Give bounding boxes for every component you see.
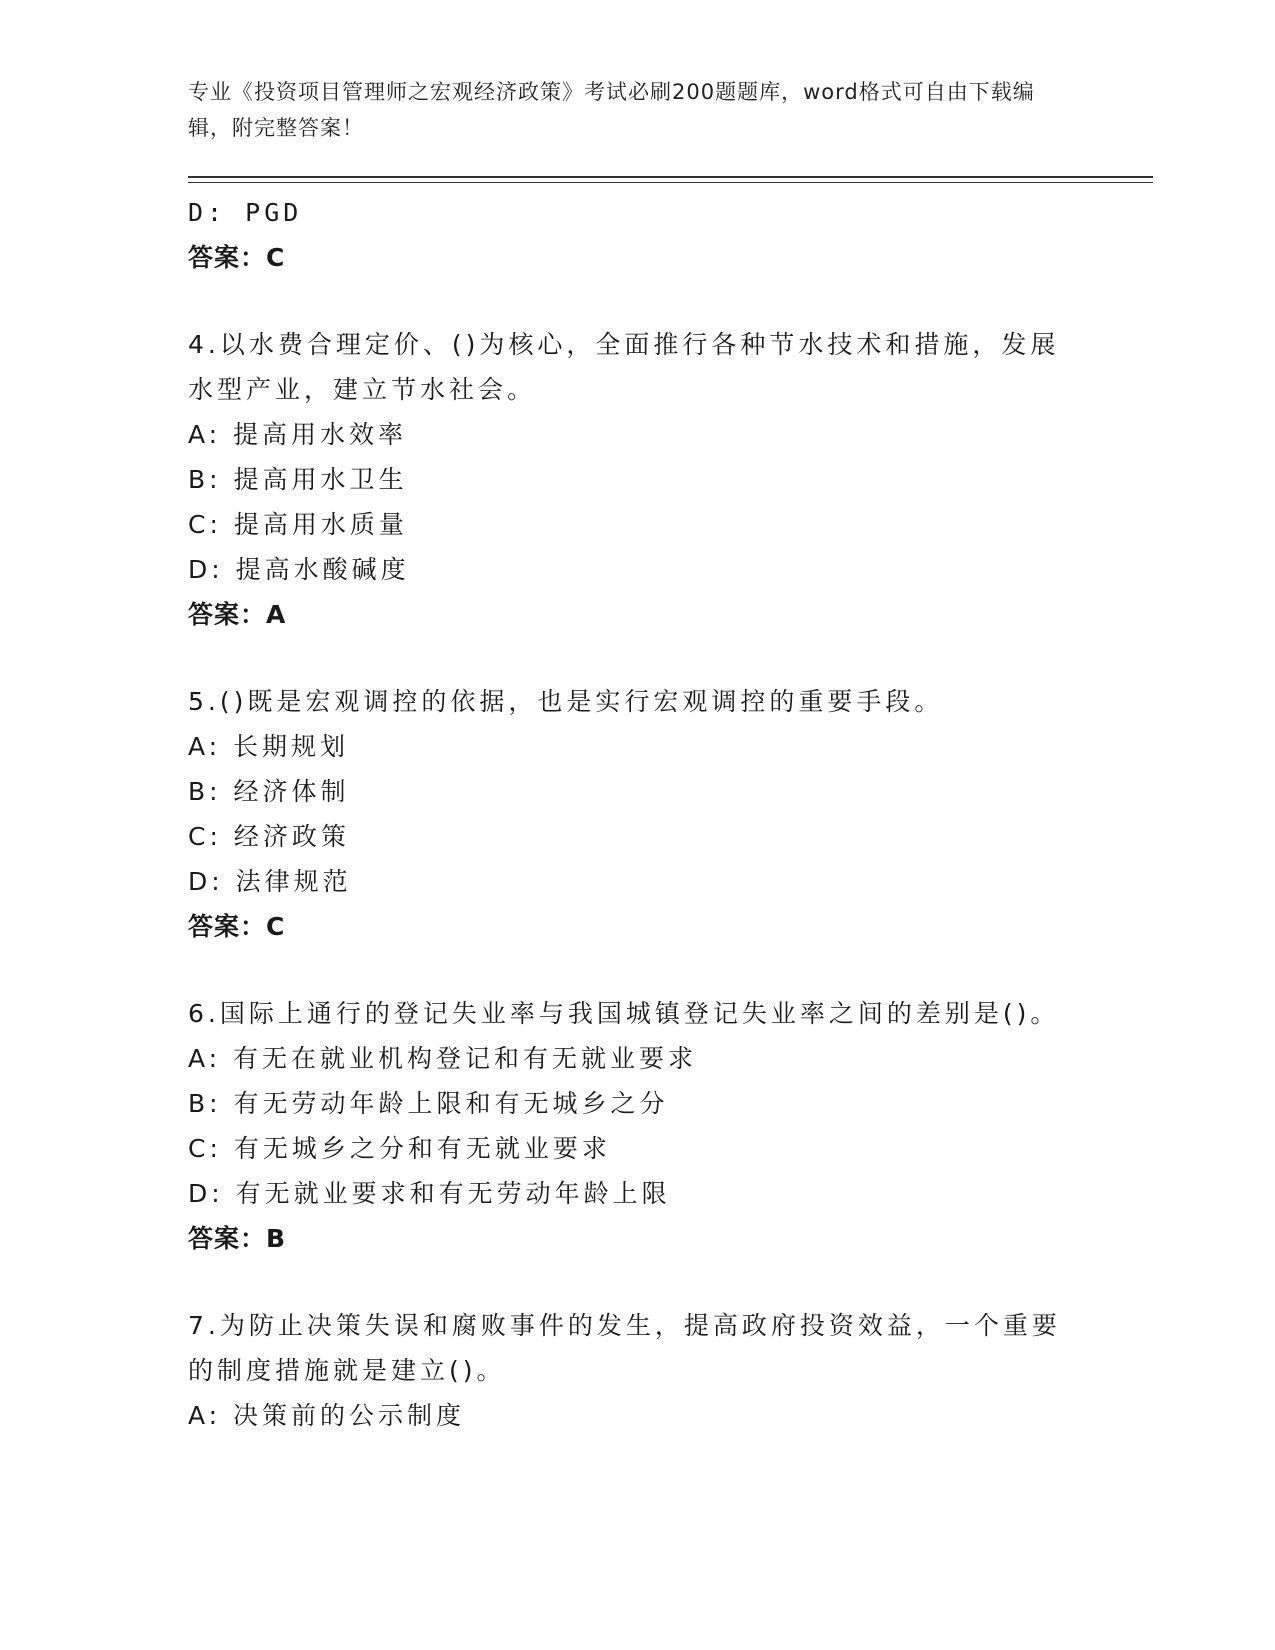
- option-b: B: 提高用水卫生: [188, 465, 408, 494]
- answer-text: 答案：C: [188, 912, 286, 941]
- option-d: D: 提高水酸碱度: [188, 555, 410, 584]
- header-divider-thin: [188, 182, 1153, 183]
- option-b: B: 经济体制: [188, 777, 350, 806]
- option-a: A: 提高用水效率: [188, 420, 408, 449]
- answer-text: 答案：B: [188, 1224, 287, 1253]
- option-a: A: 长期规划: [188, 732, 350, 761]
- question-7: [188, 1303, 1068, 1438]
- option-b: B: 有无劳动年龄上限和有无城乡之分: [188, 1089, 669, 1118]
- option-c: C: 经济政策: [188, 822, 350, 851]
- question-stem: 6.国际上通行的登记失业率与我国城镇登记失业率之间的差别是()。: [188, 999, 1060, 1028]
- option-d: D: 有无就业要求和有无劳动年龄上限: [188, 1179, 671, 1208]
- answer-text: 答案：C: [188, 243, 286, 272]
- option-d: D: 法律规范: [188, 867, 352, 896]
- option-c: C: 有无城乡之分和有无就业要求: [188, 1134, 611, 1163]
- answer-text: 答案：A: [188, 600, 287, 629]
- header-divider-thick: [188, 176, 1153, 178]
- document-header: 专业《投资项目管理师之宏观经济政策》考试必刷200题题库，word格式可自由下载编辑，附完整答案！: [188, 80, 1035, 140]
- question-5: [188, 679, 1068, 949]
- question-stem: 4.以水费合理定价、()为核心，全面推行各种节水技术和措施，发展水型产业，建立节水社会。: [188, 330, 1060, 404]
- option-c: C: 提高用水质量: [188, 510, 408, 539]
- question-stem: 7.为防止决策失误和腐败事件的发生，提高政府投资效益，一个重要的制度措施就是建立()。: [188, 1311, 1061, 1385]
- question-6: [188, 991, 1068, 1261]
- question-stem: 5.()既是宏观调控的依据，也是实行宏观调控的重要手段。: [188, 687, 944, 716]
- option-a: A: 有无在就业机构登记和有无就业要求: [188, 1044, 698, 1073]
- option-d: D: PGD: [188, 198, 303, 227]
- option-a: A: 决策前的公示制度: [188, 1401, 466, 1430]
- question-4: [188, 322, 1068, 637]
- document-content: [188, 190, 1068, 1438]
